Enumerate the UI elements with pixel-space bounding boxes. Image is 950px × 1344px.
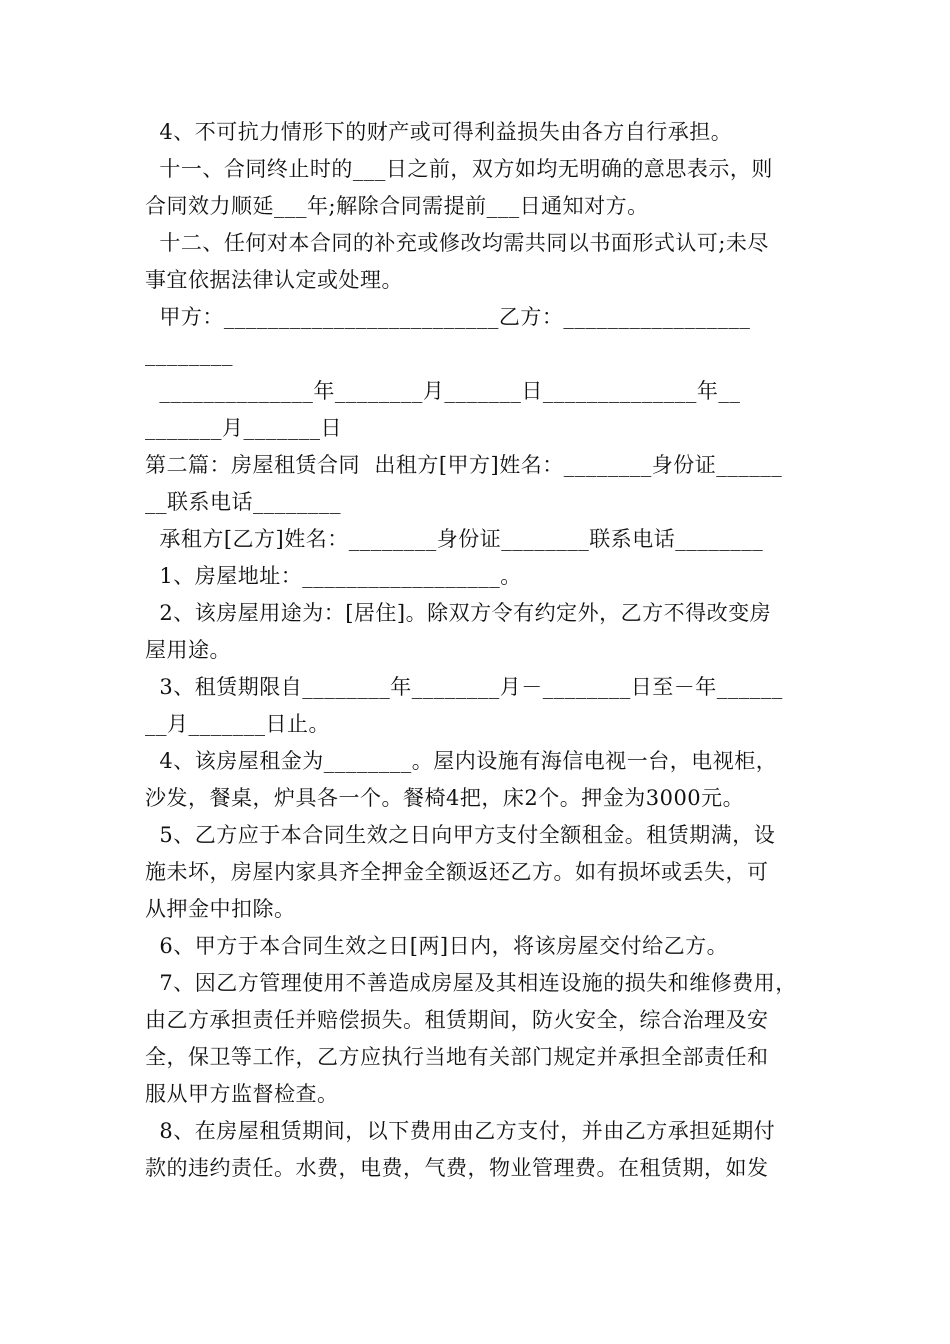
text-line: 甲方：_________________________乙方：_________________ (145, 305, 751, 329)
text-line: 6、甲方于本合同生效之日[两]日内，将该房屋交付给乙方。 (145, 934, 729, 958)
text-line: 款的违约责任。水费，电费，气费，物业管理费。在租赁期，如发 (145, 1156, 769, 1180)
text-line: 5、乙方应于本合同生效之日向甲方支付全额租金。租赁期满，设 (145, 823, 776, 847)
document-body (145, 114, 810, 1187)
text-line: 事宜依据法律认定或处理。 (145, 268, 403, 292)
text-line: ________ (145, 342, 233, 366)
text-line: 8、在房屋租赁期间，以下费用由乙方支付，并由乙方承担延期付 (145, 1119, 776, 1143)
text-line: ______________年________月_______日______________年__ (145, 379, 741, 403)
text-line: 2、该房屋用途为：[居住]。除双方令有约定外，乙方不得改变房 (145, 601, 772, 625)
text-line: 全，保卫等工作，乙方应执行当地有关部门规定并承担全部责任和 (145, 1045, 769, 1069)
text-line: 承租方[乙方]姓名：________身份证________联系电话________ (145, 527, 764, 551)
text-line: 3、租赁期限自________年________月－________日至－年______ (145, 675, 783, 699)
text-line: __月_______日止。 (145, 712, 330, 736)
text-line: 合同效力顺延___年;解除合同需提前___日通知对方。 (145, 194, 649, 218)
text-line: 1、房屋地址：__________________。 (145, 564, 522, 588)
text-line: 沙发，餐桌，炉具各一个。餐椅4把，床2个。押金为3000元。 (145, 786, 745, 810)
text-line: 4、不可抗力情形下的财产或可得利益损失由各方自行承担。 (145, 120, 733, 144)
text-line: 第二篇：房屋租赁合同 出租方[甲方]姓名：________身份证______ (145, 453, 783, 477)
text-line: _______月_______日 (145, 416, 342, 440)
text-line: 7、因乙方管理使用不善造成房屋及其相连设施的损失和维修费用， (145, 971, 797, 995)
text-line: __联系电话________ (145, 490, 341, 514)
text-line: 屋用途。 (145, 638, 231, 662)
text-line: 从押金中扣除。 (145, 897, 296, 921)
text-line: 服从甲方监督检查。 (145, 1082, 339, 1106)
text-line: 十一、合同终止时的___日之前，双方如均无明确的意思表示，则 (145, 157, 773, 181)
text-line: 由乙方承担责任并赔偿损失。租赁期间，防火安全，综合治理及安 (145, 1008, 769, 1032)
text-line: 十二、任何对本合同的补充或修改均需共同以书面形式认可;未尽 (145, 231, 769, 255)
text-line: 4、该房屋租金为________。屋内设施有海信电视一台，电视柜， (145, 749, 778, 773)
text-line: 施未坏，房屋内家具齐全押金全额返还乙方。如有损坏或丢失，可 (145, 860, 769, 884)
